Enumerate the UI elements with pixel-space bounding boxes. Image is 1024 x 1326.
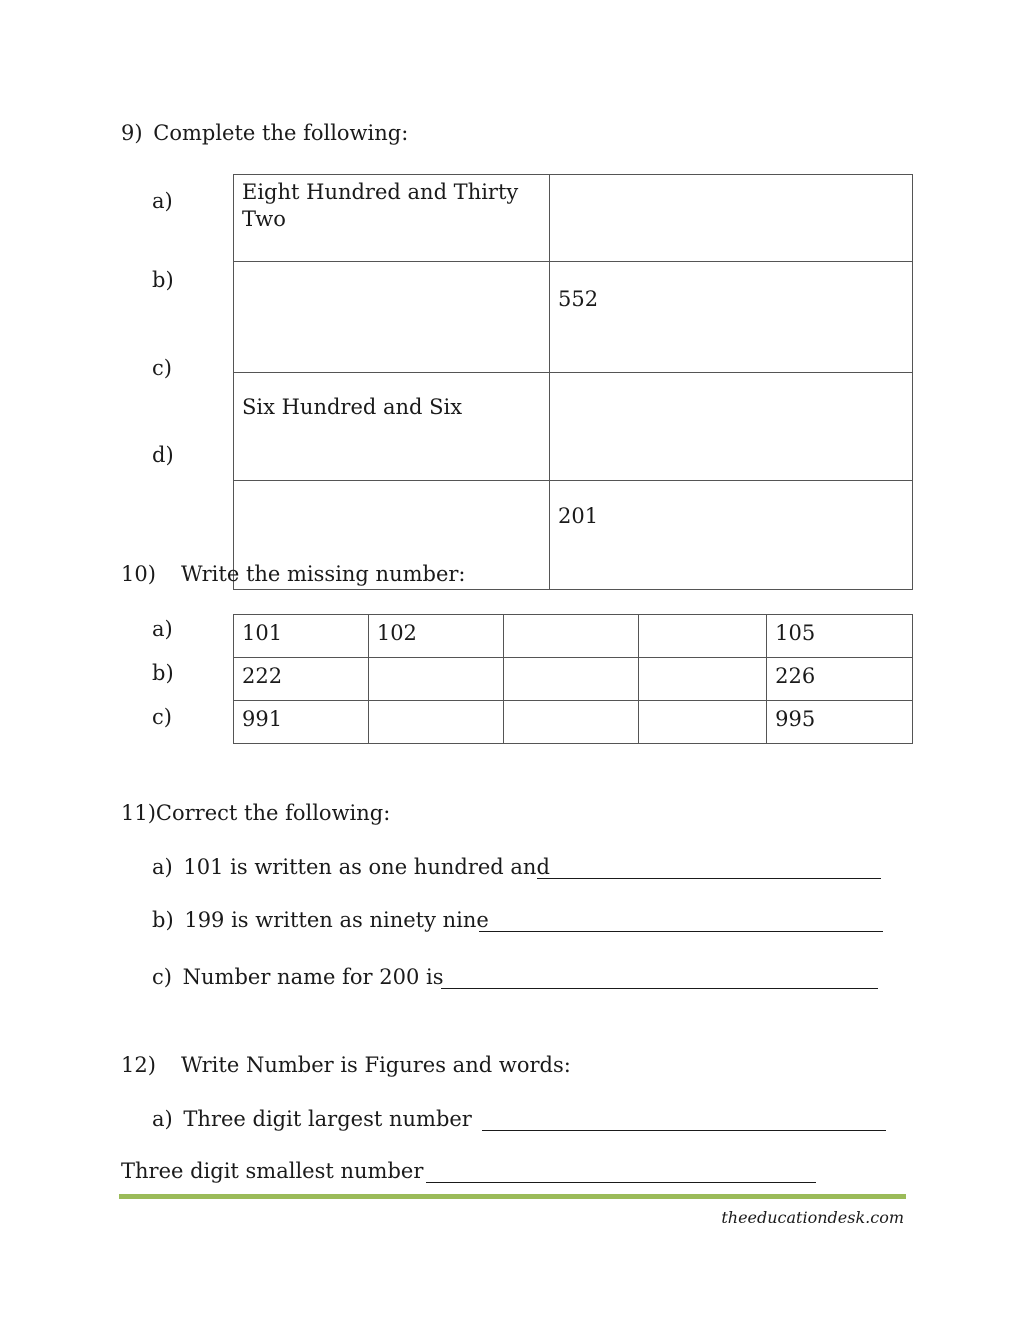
q12-label-a: a) <box>152 1107 173 1131</box>
q10-cell[interactable] <box>503 615 639 658</box>
q10-cell[interactable] <box>368 701 503 744</box>
q12-text-a: Three digit largest number <box>183 1107 472 1131</box>
q11-item-c <box>152 965 444 989</box>
q10-cell[interactable]: 101 <box>234 615 369 658</box>
q9-row-b <box>234 262 913 373</box>
q10-cell[interactable]: 222 <box>234 658 369 701</box>
q10-heading <box>121 562 466 586</box>
q10-table <box>233 614 913 744</box>
q9-cell-figure[interactable] <box>549 373 912 481</box>
q9-label-c: c) <box>152 356 172 380</box>
q11-text-c: Number name for 200 is <box>182 965 444 989</box>
q10-label-b: b) <box>152 661 174 685</box>
q10-cell[interactable] <box>639 658 767 701</box>
q11-answer-line-c[interactable] <box>441 968 878 989</box>
q10-row-b <box>234 658 913 701</box>
q10-cell[interactable] <box>503 658 639 701</box>
q10-cell[interactable]: 991 <box>234 701 369 744</box>
q11-title: Correct the following: <box>155 801 391 825</box>
q12-answer-line-b[interactable] <box>426 1162 816 1183</box>
q9-row-a <box>234 175 913 262</box>
q11-label-b: b) <box>152 908 174 932</box>
q11-heading <box>121 801 390 825</box>
q11-label-a: a) <box>152 855 173 879</box>
q10-cell[interactable] <box>639 615 767 658</box>
q9-table <box>233 174 913 590</box>
q9-title: Complete the following: <box>153 121 409 145</box>
q9-cell-figure[interactable]: 552 <box>549 262 912 373</box>
q9-cell-words[interactable] <box>234 262 550 373</box>
q10-cell[interactable]: 105 <box>767 615 913 658</box>
q11-label-c: c) <box>152 965 172 989</box>
q11-text-b: 199 is written as ninety nine <box>184 908 489 932</box>
q10-title: Write the missing number: <box>181 562 466 586</box>
q12-item-a <box>152 1107 472 1131</box>
q10-cell[interactable]: 995 <box>767 701 913 744</box>
q9-row-c <box>234 373 913 481</box>
q12-title: Write Number is Figures and words: <box>181 1053 571 1077</box>
q10-label-a: a) <box>152 617 173 641</box>
q11-answer-line-a[interactable] <box>537 858 881 879</box>
q9-number: 9) <box>121 121 143 145</box>
q11-text-a: 101 is written as one hundred and <box>183 855 550 879</box>
q9-cell-words[interactable]: Eight Hundred and Thirty Two <box>234 175 550 262</box>
q10-row-c <box>234 701 913 744</box>
q11-item-b <box>152 908 489 932</box>
q11-number: 11) <box>121 801 156 825</box>
q10-row-a <box>234 615 913 658</box>
q12-item-b <box>121 1159 423 1183</box>
q9-label-b: b) <box>152 268 174 292</box>
q9-cell-words[interactable]: Six Hundred and Six <box>234 373 550 481</box>
q10-cell[interactable] <box>503 701 639 744</box>
q9-label-d: d) <box>152 443 174 467</box>
q9-heading <box>121 121 408 145</box>
q11-item-a <box>152 855 550 879</box>
q9-cell-figure[interactable]: 201 <box>549 481 912 590</box>
q12-answer-line-a[interactable] <box>482 1110 886 1131</box>
q10-cell[interactable]: 102 <box>368 615 503 658</box>
footer-site: theeducationdesk.com <box>721 1208 904 1227</box>
q10-cell[interactable] <box>368 658 503 701</box>
footer-rule <box>119 1194 906 1199</box>
q10-cell[interactable] <box>639 701 767 744</box>
q9-label-a: a) <box>152 189 173 213</box>
q11-answer-line-b[interactable] <box>479 911 883 932</box>
q10-number: 10) <box>121 562 156 586</box>
q10-label-c: c) <box>152 705 172 729</box>
q10-cell[interactable]: 226 <box>767 658 913 701</box>
q12-number: 12) <box>121 1053 156 1077</box>
q9-cell-figure[interactable] <box>549 175 912 262</box>
q12-heading <box>121 1053 571 1077</box>
q12-text-b: Three digit smallest number <box>121 1159 424 1183</box>
